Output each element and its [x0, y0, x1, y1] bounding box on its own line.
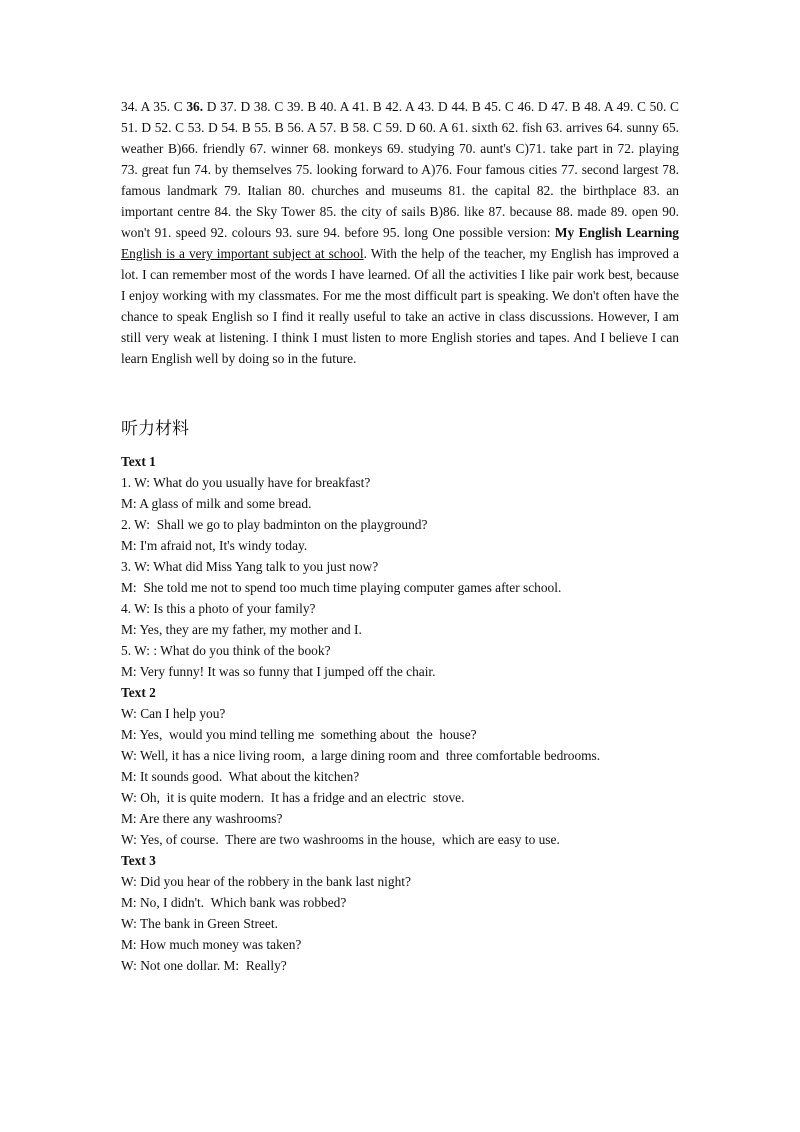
- answer-key-paragraph: [121, 96, 679, 369]
- script-line: W: Did you hear of the robbery in the bank last night?: [121, 874, 411, 889]
- script-line: 2. W: Shall we go to play badminton on the playground?: [121, 517, 428, 532]
- answer-36-bold: 36.: [186, 99, 204, 114]
- script-line: M: Are there any washrooms?: [121, 811, 283, 826]
- script-line: M: A glass of milk and some bread.: [121, 496, 312, 511]
- script-line: M: It sounds good. What about the kitchen?: [121, 769, 360, 784]
- text-1-heading: Text 1: [121, 454, 156, 469]
- script-line: W: Not one dollar. M: Really?: [121, 958, 287, 973]
- script-line: W: Can I help you?: [121, 706, 226, 721]
- script-line: 3. W: What did Miss Yang talk to you just now?: [121, 559, 379, 574]
- script-line: 1. W: What do you usually have for breakfast?: [121, 475, 371, 490]
- script-line: W: Yes, of course. There are two washrooms in the house, which are easy to use.: [121, 832, 560, 847]
- script-line: M: Very funny! It was so funny that I jumped off the chair.: [121, 664, 436, 679]
- script-line: W: Well, it has a nice living room, a large dining room and three comfortable bedrooms.: [121, 748, 601, 763]
- script-line: M: Yes, they are my father, my mother and I.: [121, 622, 362, 637]
- script-line: M: I'm afraid not, It's windy today.: [121, 538, 308, 553]
- document-page: [121, 96, 679, 976]
- answers-part-1: 34. A 35. C: [121, 99, 187, 114]
- script-line: W: Oh, it is quite modern. It has a fridge and an electric stove.: [121, 790, 465, 805]
- script-line: M: Yes, would you mind telling me something about the house?: [121, 727, 477, 742]
- answers-part-2: D 37. D 38. C 39. B 40. A 41. B 42. A 43. D 44. B 45. C 46. D 47. B 48. A 49. C 50. C 51. D 52. C 53. D 54. B 55. B 56. A 57. B 58. C 59. D 60. A 61. sixth 62. fish 63. arrives 64. sunny 65. weather B)66. friendly 67. winner 68. monkeys 69. studying 70. aunt's C)71. take part in 72. playing 73. great fun 74. by themselves 75. looking forward to A)76. Four famous cities 77. second largest 78. famous landmark 79. Italian 80. churches and museums 81. the capital 82. the birthplace 83. an important centre 84. the Sky Tower 85. the city of sails B)86. like 87. because 88. made 89. open 90. won't 91. speed 92. colours 93. sure 94. before 95. long One possible version:: [121, 99, 679, 240]
- listening-scripts: [121, 451, 679, 976]
- script-line: M: She told me not to spend too much time playing computer games after school.: [121, 580, 562, 595]
- script-line: M: How much money was taken?: [121, 937, 302, 952]
- script-line: W: The bank in Green Street.: [121, 916, 278, 931]
- essay-title: My English Learning: [554, 225, 679, 240]
- essay-body: . With the help of the teacher, my English has improved a lot. I can remember most of the words I have learned. Of all the activities I like pair work best, because I enjoy working with my classmates. For me the most difficult part is speaking. We don't often have the chance to speak English so I find it really useful to take an active in class discussions. However, I am still very weak at listening. I think I must listen to more English stories and tapes. And I believe I can learn English well by doing so in the future.: [121, 246, 679, 366]
- listening-section-title: 听力材料: [121, 419, 189, 439]
- text-3-heading: Text 3: [121, 853, 156, 868]
- text-2-heading: Text 2: [121, 685, 156, 700]
- script-line: 4. W: Is this a photo of your family?: [121, 601, 316, 616]
- script-line: 5. W: : What do you think of the book?: [121, 643, 331, 658]
- script-line: M: No, I didn't. Which bank was robbed?: [121, 895, 347, 910]
- essay-first-sentence: English is a very important subject at school: [121, 246, 364, 261]
